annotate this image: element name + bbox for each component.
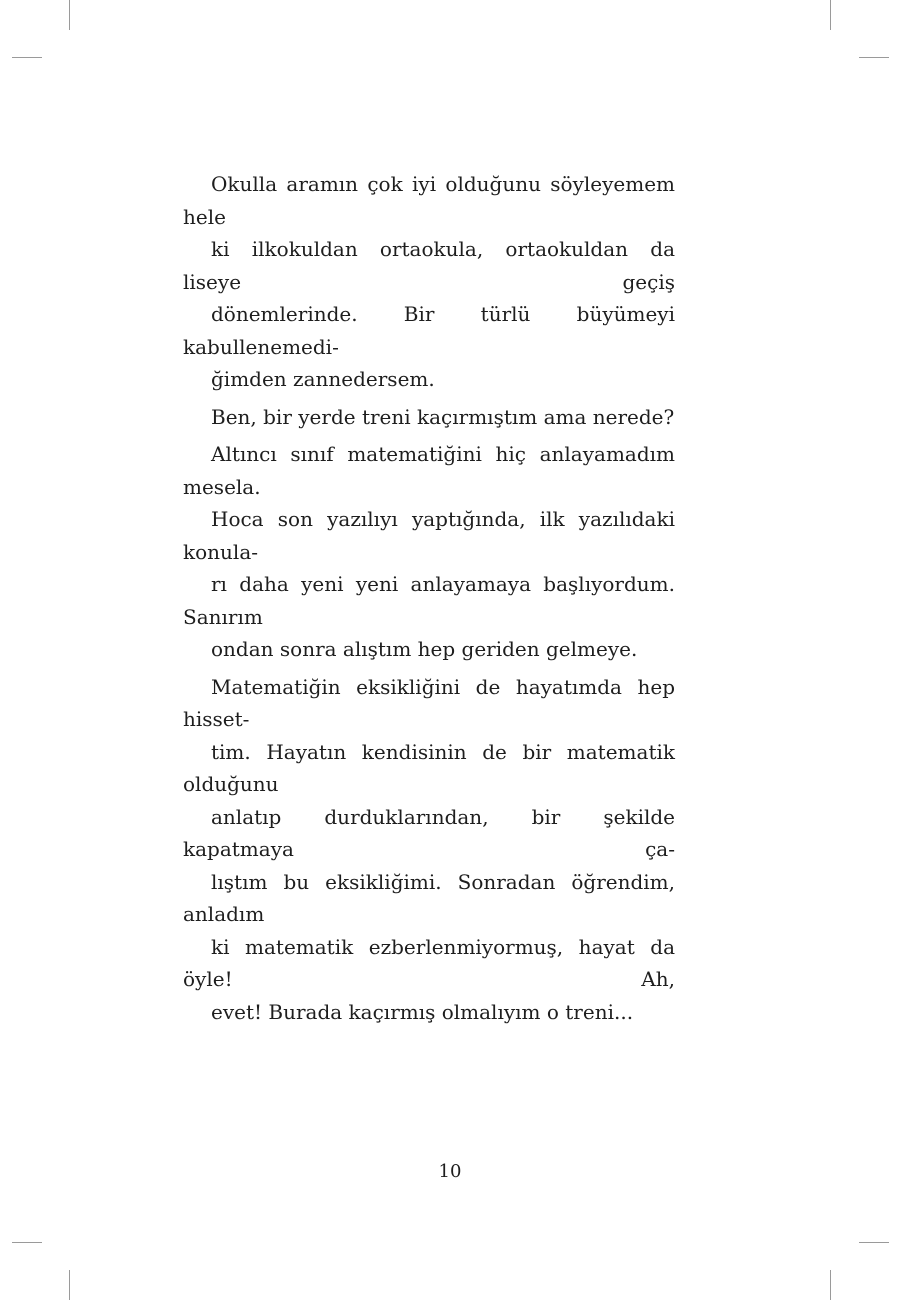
text-line: Ben, bir yerde treni kaçırmıştım ama nerede? bbox=[211, 404, 675, 429]
text-line: ondan sonra alıştım hep geriden gelmeye. bbox=[211, 637, 638, 661]
paragraph-4 bbox=[183, 671, 675, 1029]
text-line: ki matematik ezberlenmiyormuş, hayat da öyle! Ah, bbox=[183, 934, 675, 991]
text-line: rı daha yeni yeni anlayamaya başlıyordum. Sanırım bbox=[183, 572, 675, 629]
crop-mark-top-right-horizontal bbox=[859, 57, 889, 58]
text-line: Matematiğin eksikliğini de hayatımda hep hisset- bbox=[183, 674, 675, 731]
crop-mark-top-left-vertical bbox=[69, 0, 70, 30]
paragraph-3 bbox=[183, 438, 675, 666]
crop-mark-top-right-vertical bbox=[830, 0, 831, 30]
text-line: Okulla aramın çok iyi olduğunu söyleyemem hele bbox=[183, 172, 675, 229]
crop-mark-bottom-left-vertical bbox=[69, 1270, 70, 1300]
crop-mark-bottom-left-horizontal bbox=[12, 1242, 42, 1243]
text-line: anlatıp durduklarından, bir şekilde kapatmaya ça- bbox=[183, 804, 675, 861]
page-number: 10 bbox=[438, 1161, 462, 1182]
text-line: dönemlerinde. Bir türlü büyümeyi kabullenemedi- bbox=[183, 302, 675, 359]
text-line: lıştım bu eksikliğimi. Sonradan öğrendim, anladım bbox=[183, 869, 675, 926]
crop-mark-bottom-right-horizontal bbox=[859, 1242, 889, 1243]
text-line: ki ilkokuldan ortaokula, ortaokuldan da liseye geçiş bbox=[183, 237, 675, 294]
crop-mark-top-left-horizontal bbox=[12, 57, 42, 58]
text-line: evet! Burada kaçırmış olmalıyım o treni... bbox=[211, 999, 634, 1024]
crop-mark-bottom-right-vertical bbox=[830, 1270, 831, 1300]
paragraph-2 bbox=[183, 401, 675, 434]
text-line: tim. Hayatın kendisinin de bir matematik olduğunu bbox=[183, 739, 675, 796]
body-text bbox=[183, 168, 675, 1033]
text-line: Altıncı sınıf matematiğini hiç anlayamadım mesela. bbox=[183, 442, 675, 499]
text-line: ğimden zannedersem. bbox=[211, 367, 435, 391]
text-line: Hoca son yazılıyı yaptığında, ilk yazılıdaki konula- bbox=[183, 507, 675, 564]
paragraph-1 bbox=[183, 168, 675, 396]
